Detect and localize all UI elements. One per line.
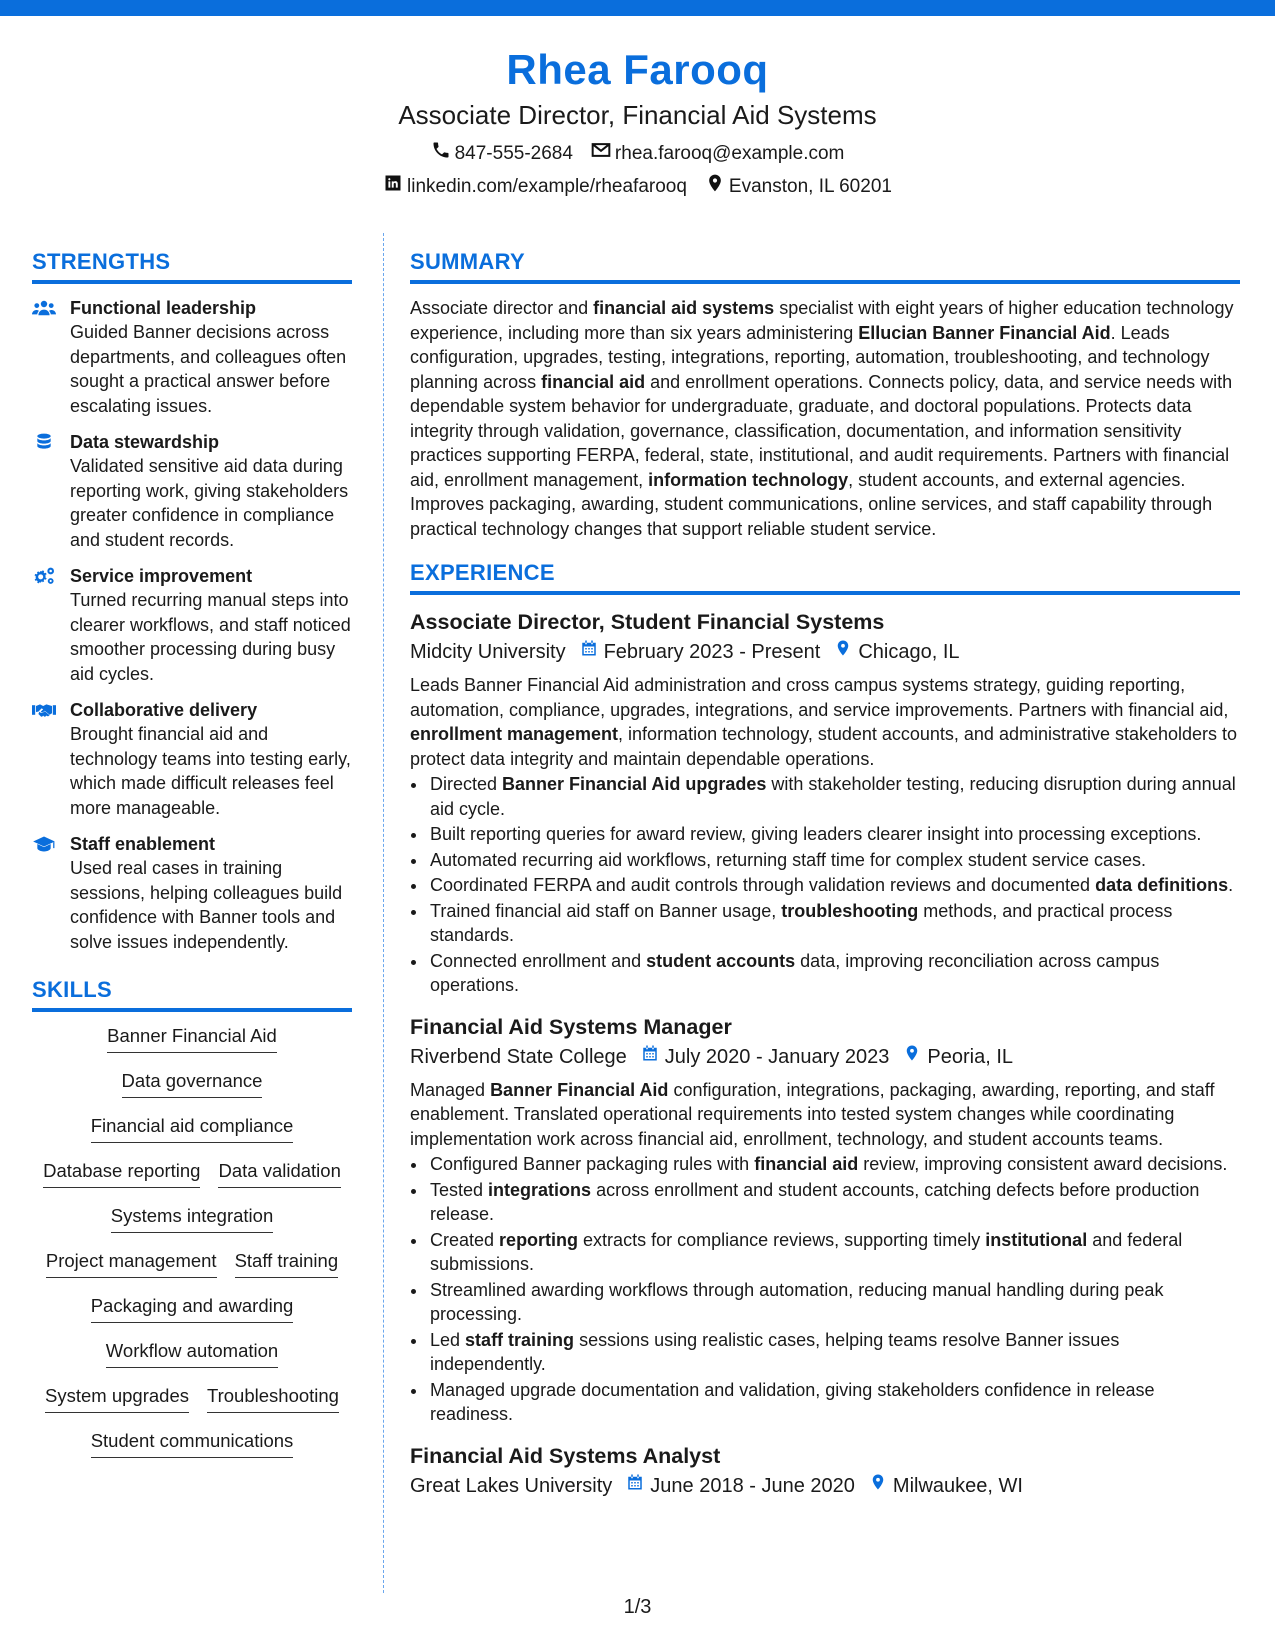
candidate-name: Rhea Farooq	[506, 46, 769, 93]
gears-icon	[32, 566, 56, 586]
linkedin-contact[interactable]	[383, 173, 687, 200]
skill-tag: Data validation	[218, 1159, 340, 1188]
job-dates	[622, 1471, 855, 1501]
email-address[interactable]: rhea.farooq@example.com	[614, 142, 845, 164]
job-bullet: • Directed Banner Financial Aid upgrades with stakeholder testing, reducing disruption during annual aid cycle.	[428, 772, 1240, 821]
map-pin-icon	[865, 1471, 887, 1501]
job-entry	[410, 1441, 1240, 1501]
job-location-text: Chicago, IL	[858, 641, 960, 663]
phone-contact	[431, 140, 573, 167]
email-contact[interactable]	[591, 140, 844, 167]
linkedin-url[interactable]: linkedin.com/example/rheafarooq	[407, 175, 687, 197]
job-bullets	[410, 772, 1240, 998]
database-icon	[32, 432, 56, 452]
strength-item	[32, 832, 352, 954]
strength-description: Used real cases in training sessions, helping colleagues build confidence with Banner tools and solve issues independently.	[70, 858, 343, 952]
job-dates-text: February 2023 - Present	[603, 641, 821, 663]
skill-tag: Systems integration	[111, 1204, 273, 1233]
skill-row	[32, 1069, 352, 1114]
graduation-cap-icon	[32, 834, 56, 854]
job-organization: Midcity University	[410, 641, 566, 663]
right-column	[410, 248, 1240, 1515]
contact-row-2	[0, 173, 1275, 200]
strength-title: Data stewardship	[70, 432, 220, 452]
job-bullets	[410, 1152, 1240, 1427]
job-location	[865, 1471, 1023, 1501]
job-location	[899, 1042, 1013, 1072]
job-title: Associate Director, Student Financial Systems	[410, 610, 885, 634]
skill-tag: Data governance	[122, 1069, 263, 1098]
job-location	[830, 637, 959, 667]
strength-item	[32, 698, 352, 820]
skill-tag: Banner Financial Aid	[107, 1024, 277, 1053]
skill-row	[32, 1384, 352, 1429]
calendar-icon	[637, 1042, 659, 1072]
calendar-icon	[622, 1471, 644, 1501]
experience-list	[410, 607, 1240, 1501]
phone-number: 847-555-2684	[454, 142, 573, 164]
skill-tag: Database reporting	[43, 1159, 200, 1188]
skill-tag: Troubleshooting	[207, 1384, 339, 1413]
job-dates	[576, 637, 821, 667]
skill-tag: Packaging and awarding	[91, 1294, 294, 1323]
map-pin-icon	[830, 637, 852, 667]
envelope-icon	[591, 140, 611, 167]
location-contact	[705, 173, 892, 200]
job-bullet: • Built reporting queries for award review, giving leaders clearer insight into processing exceptions.	[428, 822, 1240, 847]
map-pin-icon	[705, 173, 725, 200]
skill-row	[32, 1249, 352, 1294]
strength-title: Staff enablement	[70, 834, 216, 854]
job-description: Managed Banner Financial Aid configuration, integrations, packaging, awarding, reporting, and staff enablement. Translated operational requirements into tested system changes while coordinating implementation work across financial aid, enrollment, technology, and student accounts teams.	[410, 1079, 1215, 1149]
phone-icon	[431, 140, 451, 167]
skill-tag: Financial aid compliance	[91, 1114, 294, 1143]
handshake-icon	[32, 700, 56, 720]
job-dates-text: July 2020 - January 2023	[664, 1045, 890, 1068]
skill-row	[32, 1114, 352, 1159]
column-divider	[383, 233, 384, 1593]
skills-list	[32, 1024, 352, 1474]
job-bullet: • Coordinated FERPA and audit controls through validation reviews and documented data definitions.	[428, 873, 1240, 898]
skill-row	[32, 1204, 352, 1249]
skill-tag: Staff training	[235, 1249, 339, 1278]
strength-item	[32, 564, 352, 686]
experience-heading: EXPERIENCE	[410, 559, 1240, 595]
summary-text: Associate director and financial aid systems specialist with eight years of higher education technology experience, including more than six years administering Ellucian Banner Financial Aid. Leads configuration, upgrades, testing, integrations, reporting, automation, troubleshooting, and technology planning across financial aid and enrollment operations. Connects policy, data, and service needs with dependable system behavior for undergraduate, graduate, and doctoral populations. Protects data integrity through validation, governance, classification, documentation, and information sensitivity practices supporting FERPA, federal, state, institutional, and audit requirements. Partners with financial aid, enrollment management, information technology, student accounts, and external agencies. Improves packaging, awarding, student communications, online services, and staff capability through practical technology changes that support reliable student service.	[410, 298, 1234, 539]
job-meta	[410, 1471, 1240, 1501]
skill-row	[32, 1024, 352, 1069]
summary-heading: SUMMARY	[410, 248, 1240, 284]
job-bullet: • Tested integrations across enrollment and student accounts, catching defects before production release.	[428, 1178, 1240, 1227]
job-entry	[410, 607, 1240, 998]
strengths-list	[32, 296, 352, 954]
skill-row	[32, 1429, 352, 1474]
skill-tag: Workflow automation	[106, 1339, 278, 1368]
skill-tag: Student communications	[91, 1429, 294, 1458]
map-pin-icon	[899, 1042, 921, 1072]
strength-description: Brought financial aid and technology teams into testing early, which made difficult releases feel more manageable.	[70, 724, 351, 818]
candidate-title: Associate Director, Financial Aid Systems	[398, 100, 877, 130]
strength-item	[32, 296, 352, 418]
skill-tag: System upgrades	[45, 1384, 189, 1413]
job-title: Financial Aid Systems Manager	[410, 1014, 732, 1039]
left-column	[32, 248, 352, 1474]
strengths-heading: STRENGTHS	[32, 248, 352, 284]
strength-title: Collaborative delivery	[70, 700, 258, 720]
job-bullet: • Configured Banner packaging rules with financial aid review, improving consistent award decisions.	[428, 1152, 1240, 1177]
skill-tag: Project management	[46, 1249, 217, 1278]
job-organization: Great Lakes University	[410, 1474, 613, 1497]
linkedin-icon	[383, 173, 403, 200]
strength-description: Turned recurring manual steps into clearer workflows, and staff noticed smoother processing during busy aid cycles.	[70, 590, 351, 684]
job-title: Financial Aid Systems Analyst	[410, 1443, 721, 1468]
calendar-icon	[576, 637, 598, 667]
job-location-text: Milwaukee, WI	[892, 1474, 1023, 1497]
strength-item	[32, 430, 352, 552]
strength-title: Service improvement	[70, 566, 253, 586]
job-bullet: • Led staff training sessions using realistic cases, helping teams resolve Banner issues independently.	[428, 1328, 1240, 1377]
job-bullet: • Created reporting extracts for compliance reviews, supporting timely institutional and federal submissions.	[428, 1228, 1240, 1277]
job-meta	[410, 637, 1240, 667]
location-text: Evanston, IL 60201	[728, 175, 892, 197]
skill-row	[32, 1339, 352, 1384]
job-description: Leads Banner Financial Aid administration and cross campus systems strategy, guiding reporting, automation, compliance, upgrades, integrations, and service improvements. Partners with financial aid, enrollment management, information technology, student accounts, and administrative stakeholders to protect data integrity and maintain dependable operations.	[410, 675, 1238, 769]
job-dates-text: June 2018 - June 2020	[650, 1474, 855, 1497]
job-location-text: Peoria, IL	[927, 1045, 1013, 1068]
top-accent-bar	[0, 0, 1275, 16]
skill-row	[32, 1294, 352, 1339]
strength-title: Functional leadership	[70, 298, 257, 318]
job-bullet: • Automated recurring aid workflows, returning staff time for complex student service cases.	[428, 848, 1240, 873]
skills-heading: SKILLS	[32, 976, 352, 1012]
skill-row	[32, 1159, 352, 1204]
job-meta	[410, 1042, 1240, 1072]
strength-description: Validated sensitive aid data during reporting work, giving stakeholders greater confidence in compliance and student records.	[70, 456, 349, 550]
job-bullet: • Managed upgrade documentation and validation, giving stakeholders confidence in release readiness.	[428, 1378, 1240, 1427]
contact-row-1	[0, 140, 1275, 167]
job-dates	[637, 1042, 890, 1072]
page-number: 1/3	[623, 1596, 652, 1618]
job-organization: Riverbend State College	[410, 1045, 627, 1068]
job-bullet: • Connected enrollment and student accounts data, improving reconciliation across campus operations.	[428, 949, 1240, 998]
resume-header	[0, 44, 1275, 200]
job-bullet: • Trained financial aid staff on Banner usage, troubleshooting methods, and practical process standards.	[428, 899, 1240, 948]
job-bullet: • Streamlined awarding workflows through automation, reducing manual handling during peak processing.	[428, 1278, 1240, 1327]
strength-description: Guided Banner decisions across departments, and colleagues often sought a practical answer before escalating issues.	[70, 322, 347, 416]
job-entry	[410, 1012, 1240, 1427]
users-icon	[32, 298, 56, 318]
